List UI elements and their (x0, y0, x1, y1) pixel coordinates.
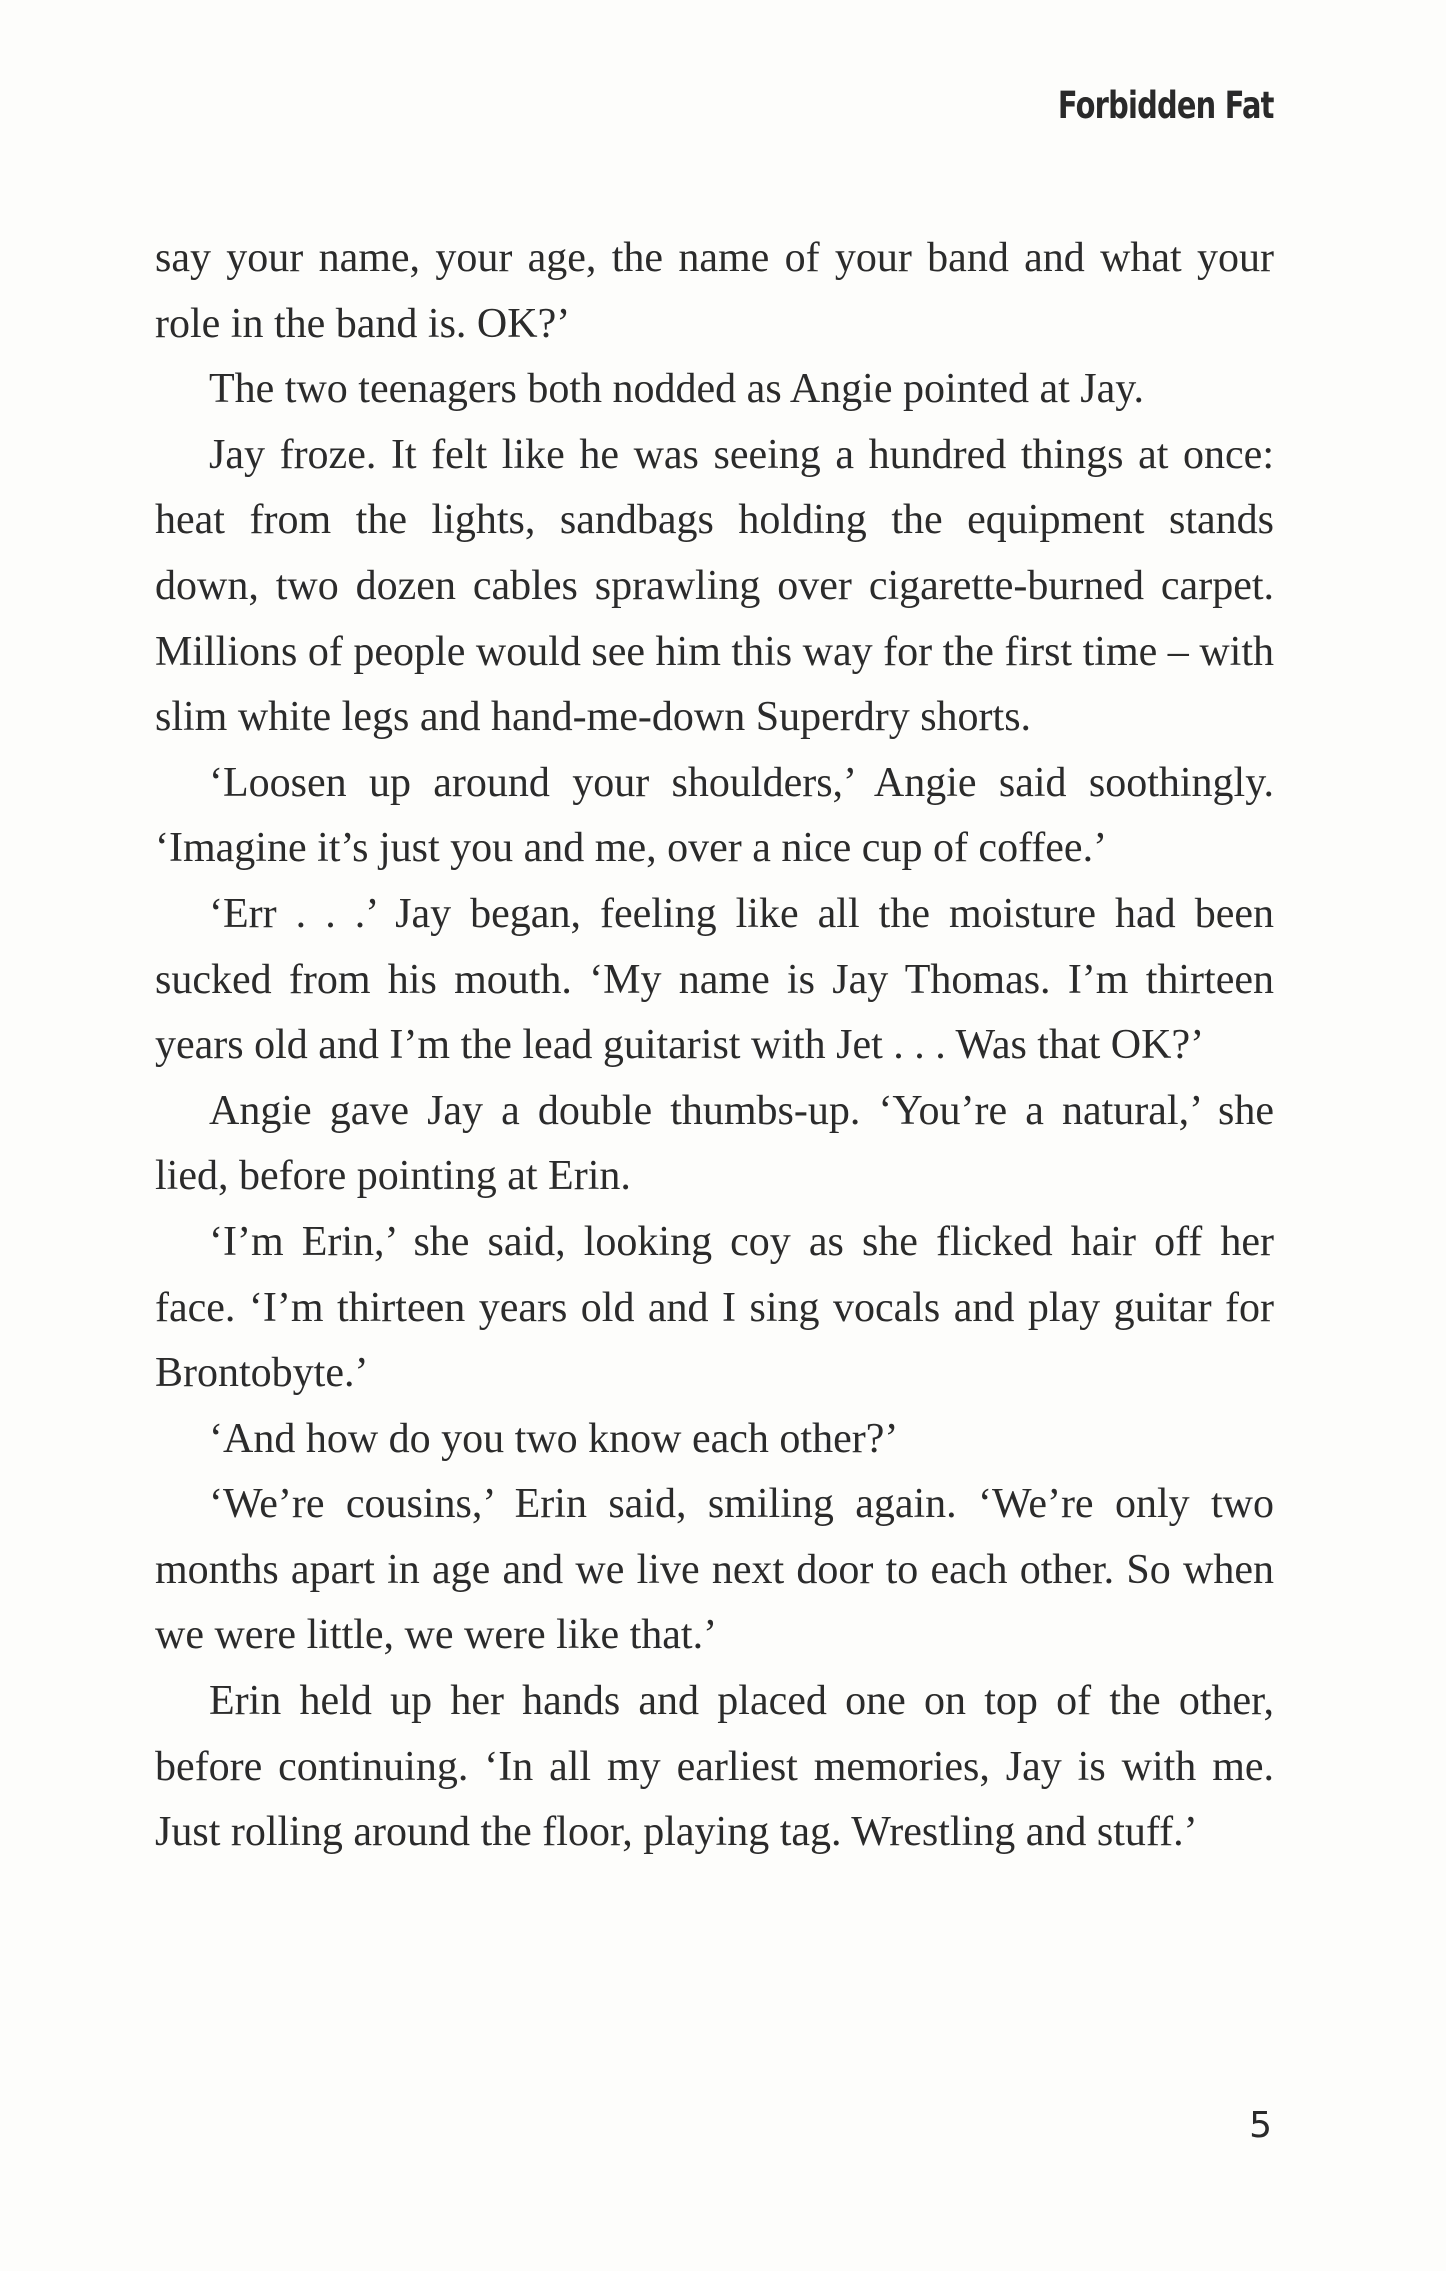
paragraph: Angie gave Jay a double thumbs-up. ‘You’re a natural,’ she lied, before pointing at Erin. (155, 1087, 1274, 1200)
paragraph: Erin held up her hands and placed one on top of the other, before continuing. ‘In all my earliest memories, Jay is with me. Just rolling around the floor, playing tag. Wrestling and stuff.’ (155, 1678, 1274, 1856)
paragraph: ‘Loosen up around your shoulders,’ Angie said soothingly. ‘Imagine it’s just you and me, over a nice cup of coffee.’ (155, 759, 1274, 872)
body-text (155, 226, 1274, 1866)
paragraph: ‘And how do you two know each other?’ (209, 1415, 899, 1462)
paragraph: ‘Err . . .’ Jay began, feeling like all the moisture had been sucked from his mouth. ‘My name is Jay Thomas. I’m thirteen years old and I’m the lead guitarist with Jet . . . Was that OK?’ (155, 890, 1274, 1069)
page-number: 5 (1249, 2105, 1272, 2146)
paragraph: The two teenagers both nodded as Angie pointed at Jay. (209, 366, 1145, 413)
paragraph: ‘I’m Erin,’ she said, looking coy as she flicked hair off her face. ‘I’m thirteen years old and I sing vocals and play guitar for Brontobyte.’ (155, 1218, 1274, 1397)
paragraph: say your name, your age, the name of your band and what your role in the band is. OK?’ (155, 235, 1274, 347)
running-head: Forbidden Fat (1058, 84, 1274, 127)
paragraph: Jay froze. It felt like he was seeing a hundred things at once: heat from the lights, sandbags holding the equipment stands down, two dozen cables sprawling over cigarette-burned carpet. Millions of people would see him this way for the first time – with slim white legs and hand-me-down Superdry shorts. (155, 431, 1274, 741)
paragraph: ‘We’re cousins,’ Erin said, smiling again. ‘We’re only two months apart in age and we live next door to each other. So when we were little, we were like that.’ (155, 1481, 1274, 1659)
